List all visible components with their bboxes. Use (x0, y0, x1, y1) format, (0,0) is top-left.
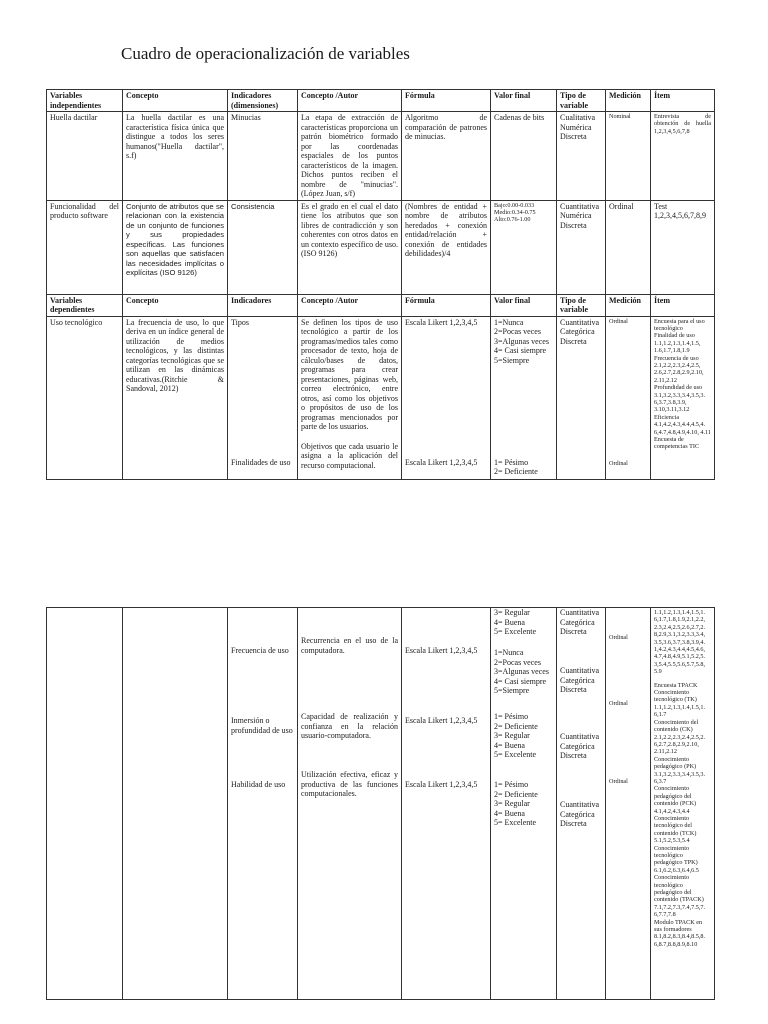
header-cell: Valor final (491, 90, 557, 112)
medicion-cell (606, 608, 651, 1000)
valor-option: 3=Algunas veces (494, 667, 549, 676)
header-cell: Concepto (123, 90, 228, 112)
header-cell: Variables dependientes (47, 294, 123, 316)
medicion-finalidades: Ordinal (609, 459, 628, 467)
tipo-cell: Cuantitativa Categórica Discreta (557, 316, 606, 479)
tipo-cell: Cuantitativa Numérica Discreta (557, 200, 606, 294)
concepto-autor-cell: Es el grado en el cual el dato tiene los atributos que son libres de contradicción y son coherentes con otros datos en un contexto específico de uso. (ISO 9126) (298, 200, 402, 294)
valor-final-cell (491, 316, 557, 479)
concepto-autor-cell (298, 608, 402, 1000)
item-line: Conocimiento pedagógico del contenido (PCK) 4.1,4.2,4.3,4.4 (654, 785, 697, 815)
valor-option: 3= Regular (494, 799, 530, 808)
medicion-frecuencia: Ordinal (609, 700, 628, 707)
indicador-cell (228, 608, 298, 1000)
table-row-uso-tecnologico (47, 316, 715, 479)
concepto-autor-cell (298, 316, 402, 479)
header-cell: Concepto /Autor (298, 90, 402, 112)
valor-option: 1=Nunca (494, 317, 524, 327)
valor-option: 2= Deficiente (494, 789, 538, 799)
indicador-cell: Minucias (228, 112, 298, 201)
table-row-funcionalidad (47, 200, 715, 294)
formula-tipos: Escala Likert 1,2,3,4,5 (405, 317, 478, 327)
valor-option: 5= Excelente (494, 818, 537, 827)
concepto-cell: La frecuencia de uso, lo que deriva en un índice general de utilización de medios tecnológicos, y las distintas categorías tecnológicas que se utilizan en las dinámicas educativas.(Ritchie & Sandoval, 2012) (123, 316, 228, 479)
concepto-autor-habilidad: Utilización efectiva, eficaz y productiva de las funciones computacionales. (301, 770, 398, 798)
item-line: Frecuencia de uso (654, 354, 699, 362)
table-row-continuation (47, 608, 715, 1000)
medicion-cell: Nominal (606, 112, 651, 201)
item-line: Encuesta TPACK (654, 681, 698, 689)
header-cell: Indicadores (dimensiones) (228, 90, 298, 112)
medicion-tipos: Ordinal (609, 317, 628, 325)
formula-finalidades: Escala Likert 1,2,3,4,5 (405, 457, 478, 467)
valor-option: 4= Buena (494, 740, 525, 750)
variable-cell: Huella dactilar (47, 112, 123, 201)
valor-option: 3= Regular (494, 608, 530, 617)
concepto-autor-inmersion: Capacidad de realización y confianza en la relación usuario-computadora. (301, 712, 398, 740)
valor-final-cell: Bajo:0.00-0.033 Medio:0.34-0.75 Alto:0.76-1.00 (491, 200, 557, 294)
item-cell: Entrevista de obtención de huella 1,2,3,4,5,6,7,8 (651, 112, 715, 201)
indicador-finalidades: Finalidades de uso (231, 457, 291, 467)
operationalization-table-1 (46, 89, 715, 480)
valor-option: 2= Deficiente (494, 467, 538, 476)
valor-option: 4= Buena (494, 808, 525, 818)
indicador-tipos: Tipos (231, 317, 249, 327)
item-cell: Test 1,2,3,4,5,6,7,8,9 (651, 200, 715, 294)
header-cell: Fórmula (402, 294, 491, 316)
tipo-cell (557, 608, 606, 1000)
table-row-huella (47, 112, 715, 201)
operationalization-table-2 (46, 607, 715, 1000)
tipo-frecuencia: Cuantitativa Categórica Discreta (560, 666, 600, 694)
header-cell: Concepto (123, 294, 228, 316)
tipo-cell: Cualitativa Numérica Discreta (557, 112, 606, 201)
item-cell (651, 608, 715, 1000)
header-cell: Medición (606, 294, 651, 316)
valor-option: 4= Casi siempre (494, 346, 547, 355)
indicador-cell: Consistencia (228, 200, 298, 294)
concepto-autor-cell: La etapa de extracción de características proporciona un patrón biométrico formado por las coordenadas espaciales de los puntos característicos de la imagen. Dichos puntos reciben el nombre de "minucias". (López Juan, s/f) (298, 112, 402, 201)
item-line: Conocimiento tecnológico del contenido (TCK) 5.1,5.2,5.3,5.4 (654, 814, 697, 845)
medicion-cell (606, 316, 651, 479)
item-line: Encuesta de competencias TIC (654, 436, 700, 451)
item-line: 2.1,2.2,2.3,2.4,2.5, 2.6,2.7,2.8,2.9,2.10, 2.11,2.12 (654, 361, 704, 384)
header-cell: Tipo de variable (557, 294, 606, 316)
tipo-habilidad: Cuantitativa Categórica Discreta (560, 800, 600, 828)
header-cell: Ítem (651, 294, 715, 316)
concepto-cell-empty (123, 608, 228, 1000)
indicador-frecuencia: Frecuencia de uso (231, 646, 289, 655)
valor-final-cell: Cadenas de bits (491, 112, 557, 201)
variable-cell: Uso tecnológico (47, 316, 123, 479)
header-cell: Fórmula (402, 90, 491, 112)
valor-option: 1= Pésimo (494, 457, 529, 467)
formula-cell (402, 316, 491, 479)
concepto-autor-tipos: Se definen los tipos de uso tecnológico a partir de los programas/medios tales como procesador de texto, hoja de cálculo/bases de datos, programas para crear presentaciones, páginas web, correo electrónico, entre otros, así como los objetivos o propósitos de uso de los programas mencionados por parte de los usuarios. (301, 317, 398, 431)
item-line: 2.1,2.2,2.3,2.4,2.5,2. 6,2.7,2.8,2.9,2.10, 2.11,2.12 (654, 733, 706, 756)
valor-final-cell (491, 608, 557, 1000)
item-line: Conocimiento del contenido (CK) (654, 718, 699, 734)
concepto-cell: La huella dactilar es una característica física única que distingue a todos los seres humanos("Huella dactilar", s.f) (123, 112, 228, 201)
concepto-autor-finalidades: Objetivos que cada usuario le asigna a la aplicación del recurso computacional. (301, 441, 398, 470)
header-row-independent (47, 90, 715, 112)
indicador-inmersion: Inmersión o profundidad de uso (231, 716, 293, 735)
item-line: Conocimiento tecnológico pedagógico TPK) 6.1,6.2,6.3,6.4,6.5 (654, 844, 699, 874)
concepto-autor-frecuencia: Recurrencia en el uso de la computadora. (301, 636, 398, 655)
medicion-habilidad: Ordinal (609, 778, 628, 785)
item-line: 3.1,3.2,3.3,3.4,3.5,3. 6,3.7,3.8,3.9, 3.10,3.11,3.12 (654, 391, 706, 414)
header-cell: Ítem (651, 90, 715, 112)
formula-cell (402, 608, 491, 1000)
valor-option: 1= Pésimo (494, 780, 529, 789)
item-line: Conocimiento tecnológico (TK) (654, 689, 697, 704)
item-line: Profundidad de uso (654, 384, 703, 392)
valor-option: 3=Algunas veces (494, 336, 549, 346)
tipo-top: Cuantitativa Categórica Discreta (560, 608, 600, 636)
valor-option: 2=Pocas veces (494, 657, 541, 667)
header-cell: Indicadores (228, 294, 298, 316)
item-line: Modulo TPACK en sus formadores 8.1,8.2,8.3,8.4,8.5,8. 6,8.7,8.8,8.9,8.10 (654, 918, 706, 948)
formula-cell: (Nombres de entidad + nombre de atributos heredados + conexión entidad/relación + conexión de entidades debilidades)/4 (402, 200, 491, 294)
item-line: 1.1,1.2,1.3,1.4,1.5,1. 6,1.7,1.8,1.9,2.1,2.2, 2.3,2.4,2.5,2.6,2.7,2. 8,2.9,3.1,3.2,3.3,3.4, 3.5,3.6,3.7,3.8,3.9,4. 1,4.2,4.3,4.4,4.5,4.6, 4.7,4.8,4.9,5.1,5.2,5. 3,5.4,5.5,5.6,5.7,5.8, 5.9 (654, 609, 706, 676)
indicador-cell (228, 316, 298, 479)
valor-option: 3= Regular (494, 731, 530, 740)
indicador-habilidad: Habilidad de uso (231, 780, 286, 789)
valor-option: 5= Excelente (494, 750, 537, 759)
medicion-top: Ordinal (609, 634, 628, 641)
valor-option: 4= Casi siempre (494, 676, 547, 686)
formula-frecuencia: Escala Likert 1,2,3,4,5 (405, 646, 478, 655)
header-cell: Concepto /Autor (298, 294, 402, 316)
concepto-cell: Conjunto de atributos que se relacionan con la existencia de un conjunto de funciones y sus propiedades específicas. Las funciones son aquellas que satisfacen las necesidades implícitas o explícitas (ISO 9126) (123, 200, 228, 294)
formula-cell: Algoritmo de comparación de patrones de minucias. (402, 112, 491, 201)
valor-option: 5=Siempre (494, 355, 530, 365)
header-cell: Valor final (491, 294, 557, 316)
valor-option: 4= Buena (494, 617, 525, 627)
formula-habilidad: Escala Likert 1,2,3,4,5 (405, 780, 478, 789)
valor-option: 5= Excelente (494, 627, 537, 636)
valor-option: 1=Nunca (494, 648, 524, 657)
item-line: Conocimiento tecnológico pedagógico del contenido (TPACK) 7.1,7.2,7.3,7.4,7.5,7. 6,7.7,7.8 (654, 874, 706, 919)
item-line: Eficiencia (654, 413, 680, 421)
document-title: Cuadro de operacionalización de variables (121, 44, 410, 63)
valor-option: 2=Pocas veces (494, 327, 541, 336)
medicion-cell: Ordinal (606, 200, 651, 294)
item-line: Encuesta para el uso tecnológico (654, 317, 705, 332)
item-line: Finalidad de uso (654, 332, 695, 340)
valor-option: 1= Pésimo (494, 712, 529, 721)
valor-option: 5=Siempre (494, 686, 530, 695)
item-cell (651, 316, 715, 479)
header-cell: Tipo de variable (557, 90, 606, 112)
variable-cell: Funcionalidad del producto software (47, 200, 123, 294)
header-row-dependent (47, 294, 715, 316)
item-line: 1.1,1.2,1.3,1.4,1.5, 1.6,1.7,1.8,1.9 (654, 339, 701, 355)
valor-option: 2= Deficiente (494, 721, 538, 731)
formula-inmersion: Escala Likert 1,2,3,4,5 (405, 716, 478, 725)
item-line: 1.1,1.2,1.3,1.4,1.5,1. 6,1.7 (654, 703, 706, 719)
variable-cell-empty (47, 608, 123, 1000)
header-cell: Variables independientes (47, 90, 123, 112)
item-line: 4.1,4.2,4.3,4.4,4.5,4. 6,4.7,4.8,4.9,4.10, 4.11 (654, 421, 712, 436)
item-line: Conocimiento pedagógico (PK) 3.1,3.2,3.3,3.4,3.5,3. 6,3.7 (654, 755, 706, 785)
header-cell: Medición (606, 90, 651, 112)
tipo-inmersion: Cuantitativa Categórica Discreta (560, 732, 600, 760)
